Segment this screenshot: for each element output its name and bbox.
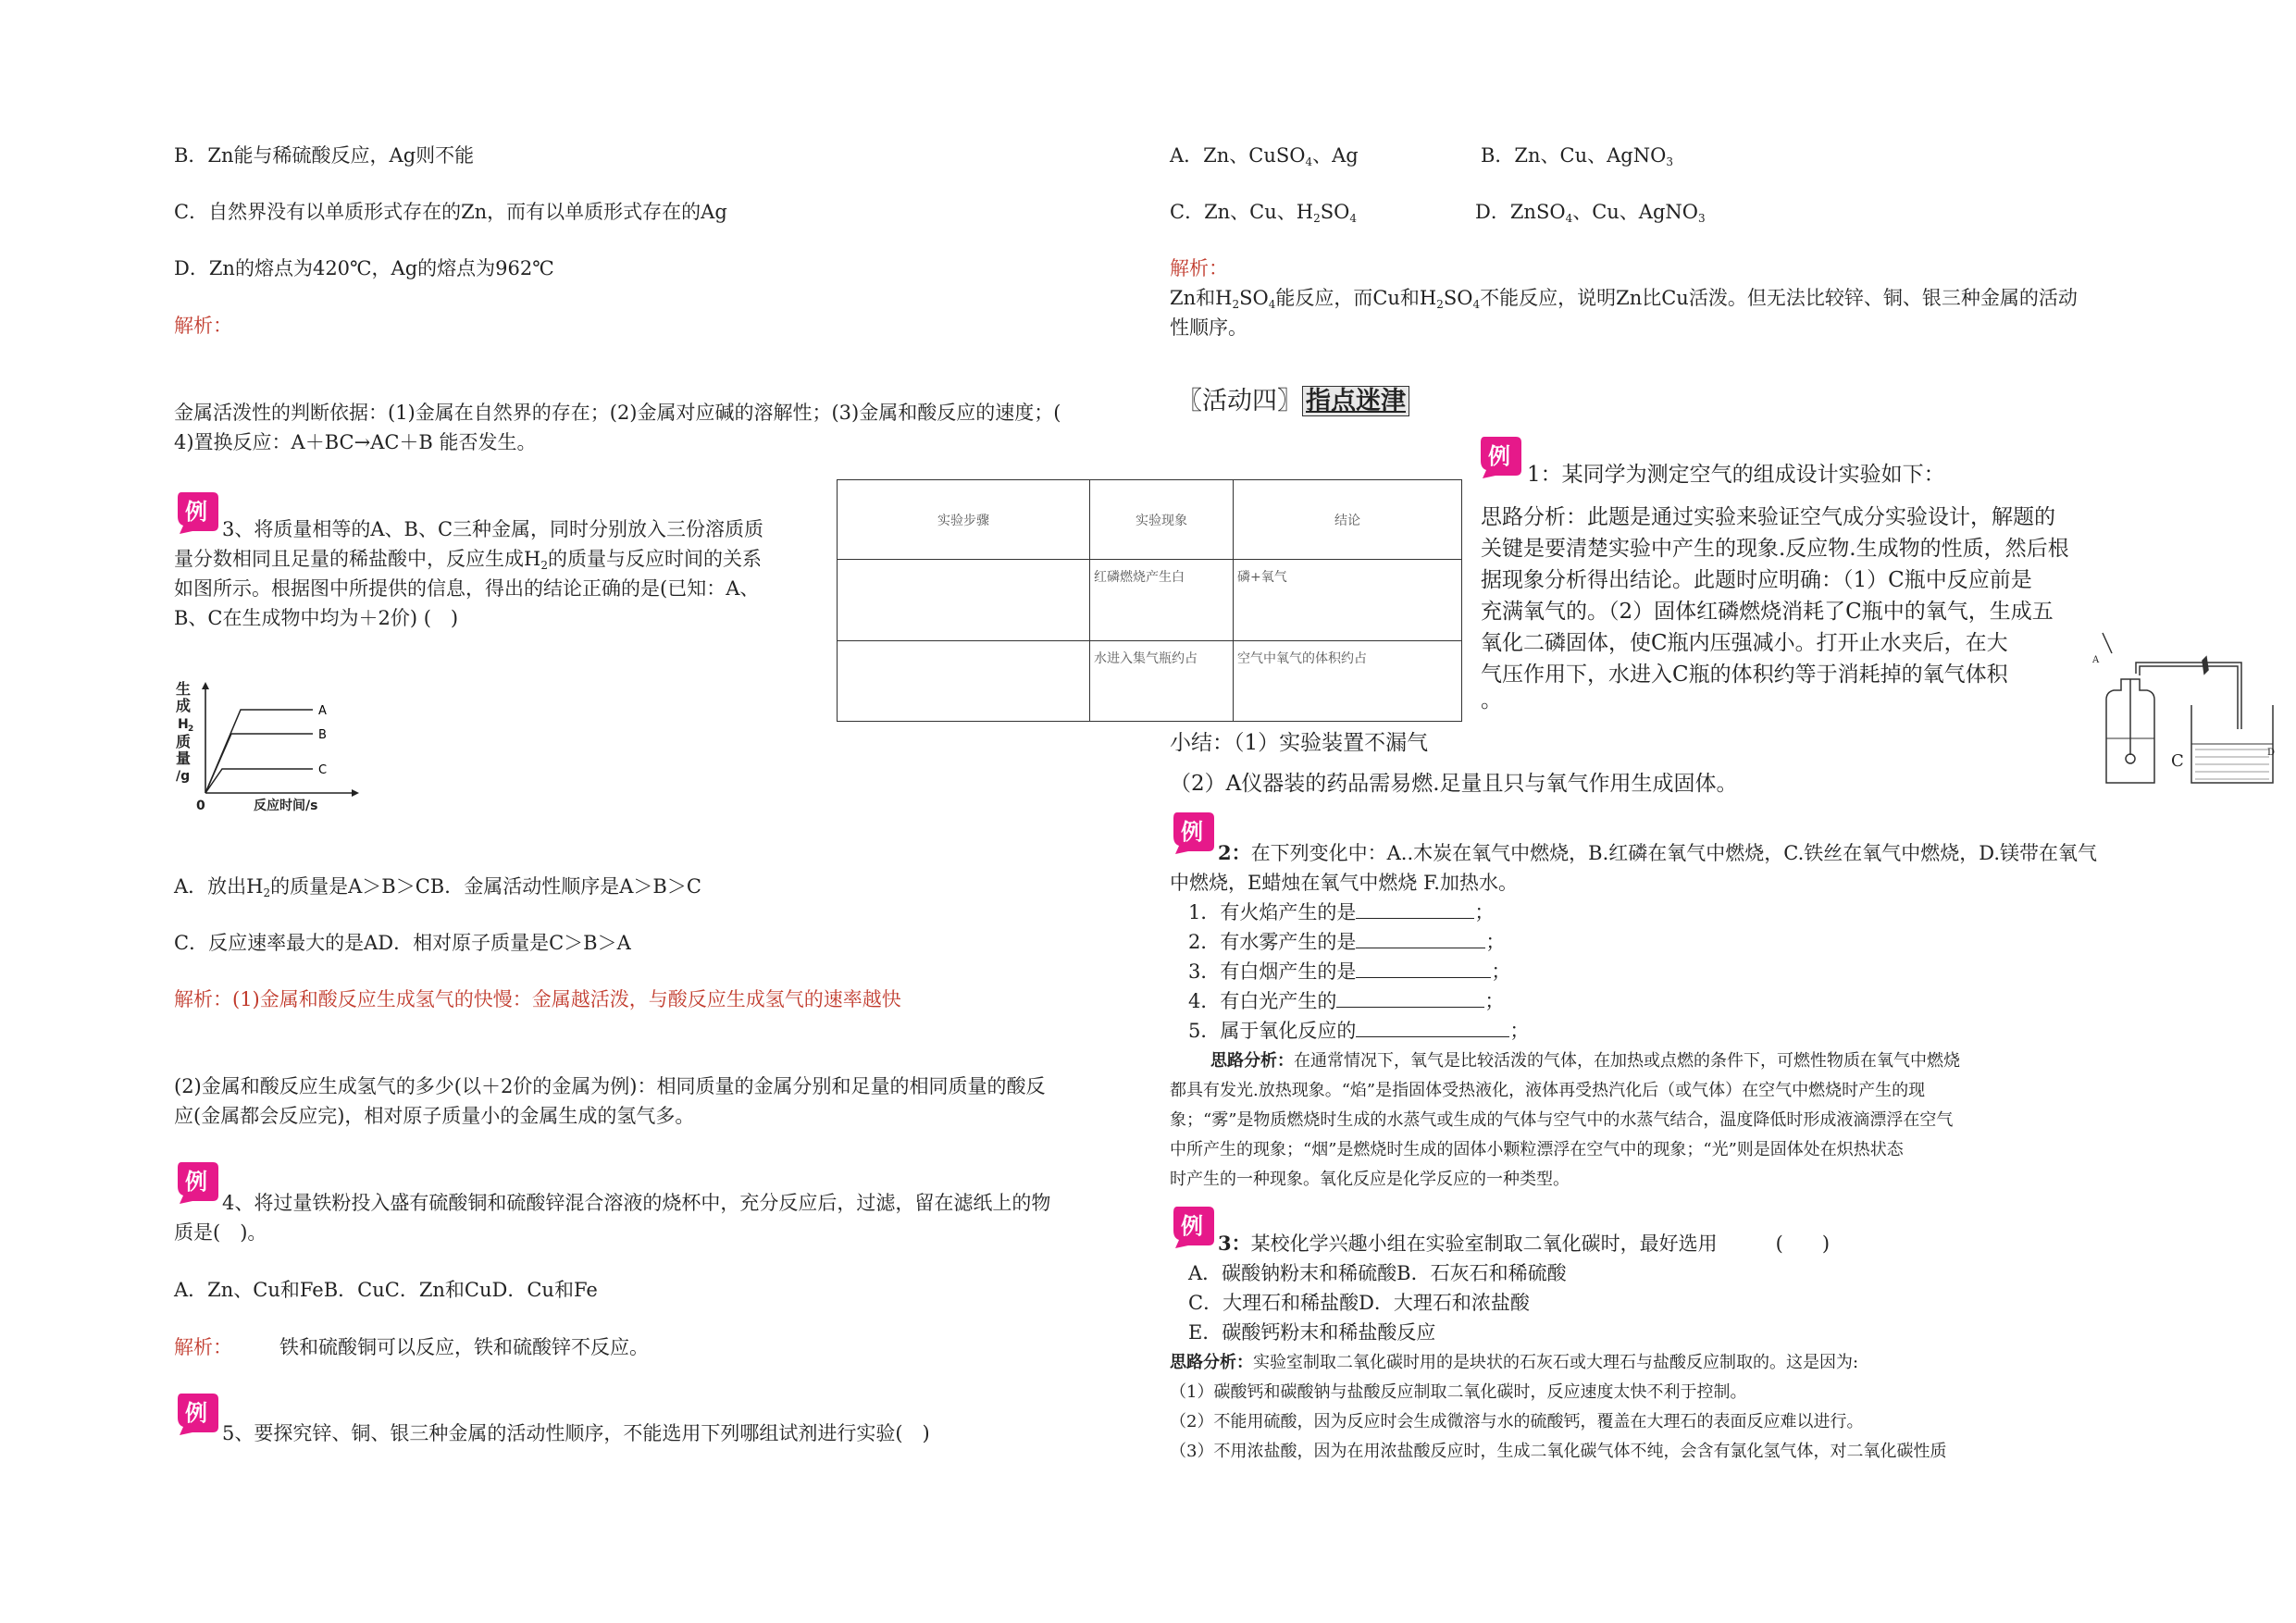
ex2-analysis-l2: 都具有发光.放热现象。“焰”是指固体受热液化，液体再受热汽化后（或气体）在空气中燃烧时产生的现 xyxy=(1170,1081,1926,1100)
table-cell xyxy=(838,560,1090,641)
analysis-label: 解析： xyxy=(174,315,232,337)
table-cell: 磷+氧气 xyxy=(1234,560,1462,641)
q4-options: A．Zn、Cu和FeB．CuC．Zn和CuD．Cu和Fe xyxy=(174,1279,598,1301)
ex2-analysis-l3: 象；“雾”是物质燃烧时生成的水蒸气或生成的气体与空气中的水蒸气结合，温度降低时形成液滴漂浮在空气 xyxy=(1170,1110,1954,1130)
q4-analysis-label: 解析： xyxy=(174,1336,232,1358)
ex3-analysis-l4: （3）不用浓盐酸，因为在用浓盐酸反应时，生成二氧化碳气体不纯，会含有氯化氢气体，对二氧化碳性质 xyxy=(1170,1442,1947,1461)
graph-ylabel-3-sub: 2 xyxy=(188,725,194,734)
table-cell xyxy=(838,641,1090,722)
ex2-item: 5．属于氧化反应的 ； xyxy=(1188,1020,1530,1042)
activity-bracket: 〖活动四〗 xyxy=(1177,387,1302,415)
graph-ylabel-1: 生 xyxy=(176,680,192,698)
apparatus-diagram xyxy=(2093,635,2278,788)
q4-line-2: 质是( )。 xyxy=(174,1221,267,1244)
graph-line-b xyxy=(205,734,313,793)
svg-text:例: 例 xyxy=(185,1400,207,1426)
example-badge-icon xyxy=(1170,809,1216,855)
ex1-analysis-l3: 据现象分析得出结论。此题时应明确：（1）C瓶中反应前是 xyxy=(1481,568,2032,592)
table-header: 结论 xyxy=(1234,480,1462,560)
ex2-item: 3．有白烟产生的是 ； xyxy=(1188,960,1511,983)
graph-line-c xyxy=(205,769,313,793)
example-badge-icon xyxy=(174,489,220,535)
option-d: D．Zn的熔点为420℃，Ag的熔点为962℃ xyxy=(174,257,554,279)
q5-option-a: A．Zn、CuSO$_4$、Ag xyxy=(1170,144,1359,168)
q5-text: 5、要探究锌、铜、银三种金属的活动性顺序，不能选用下列哪组试剂进行实验( ) xyxy=(222,1422,930,1444)
q5-analysis-line-1: Zn和$H_2SO_4$能反应，而Cu和$H_2SO_4$不能反应，说明Zn比Cu活泼。但无法比较锌、铜、银三种金属的活动 xyxy=(1170,287,2078,311)
q3-line-2: 量分数相同且足量的稀盐酸中，反应生成$H_2$的质量与反应时间的关系 xyxy=(174,548,762,572)
graph-ylabel-6: /g xyxy=(176,769,191,784)
ex1-summary-l1: 小结：（1）实验装置不漏气 xyxy=(1170,731,1429,755)
basis-line-1: 金属活泼性的判断依据：(1)金属在自然界的存在；(2)金属对应碱的溶解性；(3)金属和酸反应的速度；( xyxy=(174,402,1061,424)
q5-option-c: C．Zn、Cu、$H_2SO_4$ xyxy=(1170,201,1357,225)
graph-ylabel-5: 量 xyxy=(176,750,192,767)
ex3-analysis-l1: 思路分析：实验室制取二氧化碳时用的是块状的石灰石或大理石与盐酸反应制取的。这是因为: xyxy=(1170,1353,1859,1372)
q3-line-1: 3、将质量相等的A、B、C三种金属，同时分别放入三份溶质质 xyxy=(222,518,764,540)
graph-series-b: B xyxy=(318,728,327,742)
table-cell: 空气中氧气的体积约占 xyxy=(1234,641,1462,722)
graph-ylabel-2: 成 xyxy=(176,697,192,714)
ex3-analysis-l2: （1）碳酸钙和碳酸钠与盐酸反应制取二氧化碳时，反应速度太快不利于控制。 xyxy=(1170,1382,1747,1402)
q5-analysis-line-2: 性顺序。 xyxy=(1170,316,1247,339)
table-header: 实验步骤 xyxy=(838,480,1090,560)
ex2-item: 4．有白光产生的 ； xyxy=(1188,990,1505,1012)
ex1-summary-l2: （2）A仪器装的药品需易燃.足量且只与氧气作用生成固体。 xyxy=(1170,772,1738,796)
ex3-line: 3：某校化学兴趣小组在实验室制取二氧化碳时，最好选用 ( ) xyxy=(1218,1232,1831,1255)
svg-text:例: 例 xyxy=(1181,1213,1203,1239)
q3-option-a: A．放出$H_2$的质量是A＞B＞CB．金属活动性顺序是A＞B＞C xyxy=(174,875,701,899)
example-badge-icon xyxy=(174,1390,220,1436)
ex1-text: 1：某同学为测定空气的组成设计实验如下： xyxy=(1527,463,1945,487)
table-header: 实验现象 xyxy=(1090,480,1234,560)
ex3-option-a: A．碳酸钠粉末和稀硫酸B．石灰石和稀硫酸 xyxy=(1188,1262,1567,1284)
graph-ylabel-4: 质 xyxy=(176,733,192,750)
experiment-table xyxy=(837,479,1462,722)
q5-option-b: B．Zn、Cu、AgNO$_3$ xyxy=(1481,144,1673,168)
ex1-analysis-l2: 关键是要清楚实验中产生的现象.反应物.生成物的性质，然后根 xyxy=(1481,537,2069,561)
ex1-analysis-l7: 。 xyxy=(1481,688,1502,712)
ex3-option-e: E．碳酸钙粉末和稀盐酸反应 xyxy=(1188,1321,1436,1344)
ex2-analysis-l4: 中所产生的现象；“烟”是燃烧时生成的固体小颗粒漂浮在空气中的现象；“光”则是固体处在炽热状态 xyxy=(1170,1140,1904,1159)
graph-xlabel: 反应时间/s xyxy=(254,799,318,813)
graph-ylabel-3: H xyxy=(178,717,189,732)
ex3-option-c: C．大理石和稀盐酸D．大理石和浓盐酸 xyxy=(1188,1292,1530,1314)
ex1-analysis-l4: 充满氧气的。（2）固体红磷燃烧消耗了C瓶中的氧气，生成五 xyxy=(1481,600,2054,624)
q4-line-1: 4、将过量铁粉投入盛有硫酸铜和硫酸锌混合溶液的烧杯中，充分反应后，过滤，留在滤纸上的物 xyxy=(222,1192,1051,1214)
q5-option-d: D．ZnSO$_4$、Cu、AgNO$_3$ xyxy=(1475,201,1706,225)
q3-analysis2-line-1: (2)金属和酸反应生成氢气的多少(以＋2价的金属为例)：相同质量的金属分别和足量的相同质量的酸反 xyxy=(174,1075,1046,1097)
q3-line-4: B、C在生成物中均为＋2价) ( ) xyxy=(174,607,459,629)
apparatus-label-d: D xyxy=(2267,748,2276,758)
ex2-analysis-l5: 时产生的一种现象。氧化反应是化学反应的一种类型。 xyxy=(1170,1170,1570,1189)
table-cell: 红磷燃烧产生白 xyxy=(1090,560,1234,641)
example-badge-icon xyxy=(1477,433,1523,479)
q3-option-c: C．反应速率最大的是AD．相对原子质量是C＞B＞A xyxy=(174,932,631,954)
graph-line-a xyxy=(205,710,313,793)
q5-analysis-label: 解析： xyxy=(1170,257,1228,279)
svg-text:例: 例 xyxy=(185,1169,207,1195)
apparatus-label-c: C xyxy=(2171,751,2184,771)
option-c: C．自然界没有以单质形式存在的Zn，而有以单质形式存在的Ag xyxy=(174,201,727,223)
ex2-analysis-l1: 思路分析：在通常情况下，氧气是比较活泼的气体，在加热或点燃的条件下，可燃性物质在氧气中燃烧 xyxy=(1210,1051,1960,1071)
svg-text:例: 例 xyxy=(1488,443,1510,469)
option-b: B．Zn能与稀硫酸反应，Ag则不能 xyxy=(174,144,475,167)
table-cell: 水进入集气瓶约占 xyxy=(1090,641,1234,722)
ex3-analysis-l3: （2）不能用硫酸，因为反应时会生成微溶与水的硫酸钙，覆盖在大理石的表面反应难以进行。 xyxy=(1170,1412,1864,1431)
example-badge-icon xyxy=(174,1158,220,1205)
ex2-item: 1．有火焰产生的是 ； xyxy=(1188,901,1495,923)
ex1-analysis-l1: 思路分析：此题是通过实验来验证空气成分实验设计，解题的 xyxy=(1481,505,2055,529)
basis-line-2: 4)置换反应：A＋BC→AC＋B 能否发生。 xyxy=(174,431,537,453)
apparatus-label-a: A xyxy=(2092,655,2100,665)
q4-analysis-text: 铁和硫酸铜可以反应，铁和硫酸锌不反应。 xyxy=(279,1336,649,1358)
ex2-item: 2．有水雾产生的是 ； xyxy=(1188,931,1506,953)
ex2-line-1: 2：在下列变化中：A..木炭在氧气中燃烧，B.红磷在氧气中燃烧，C.铁丝在氧气中燃烧，D.镁带在氧气 xyxy=(1218,841,2098,864)
ex2-line-2: 中燃烧，E蜡烛在氧气中燃烧 F.加热水。 xyxy=(1170,872,1518,894)
example-badge-icon xyxy=(1170,1203,1216,1249)
svg-text:例: 例 xyxy=(185,499,207,525)
q3-analysis: 解析：(1)金属和酸反应生成氢气的快慢：金属越活泼，与酸反应生成氢气的速率越快 xyxy=(174,988,901,1010)
ex1-analysis-l5: 氧化二磷固体，使C瓶内压强减小。打开止水夹后，在大 xyxy=(1481,631,2008,655)
svg-text:例: 例 xyxy=(1181,819,1203,845)
q3-line-3: 如图所示。根据图中所提供的信息，得出的结论正确的是(已知：A、 xyxy=(174,577,760,600)
graph-origin: 0 xyxy=(196,799,205,813)
q3-analysis2-line-2: 应(金属都会反应完)，相对原子质量小的金属生成的氢气多。 xyxy=(174,1105,695,1127)
reaction-graph xyxy=(174,680,368,819)
graph-series-a: A xyxy=(318,704,327,718)
activity-heading xyxy=(1177,383,1409,420)
activity-title: 指点迷津 xyxy=(1302,386,1409,416)
graph-series-c: C xyxy=(318,763,328,777)
ex1-analysis-l6: 气压作用下，水进入C瓶的体积约等于消耗掉的氧气体积 xyxy=(1481,663,2008,687)
